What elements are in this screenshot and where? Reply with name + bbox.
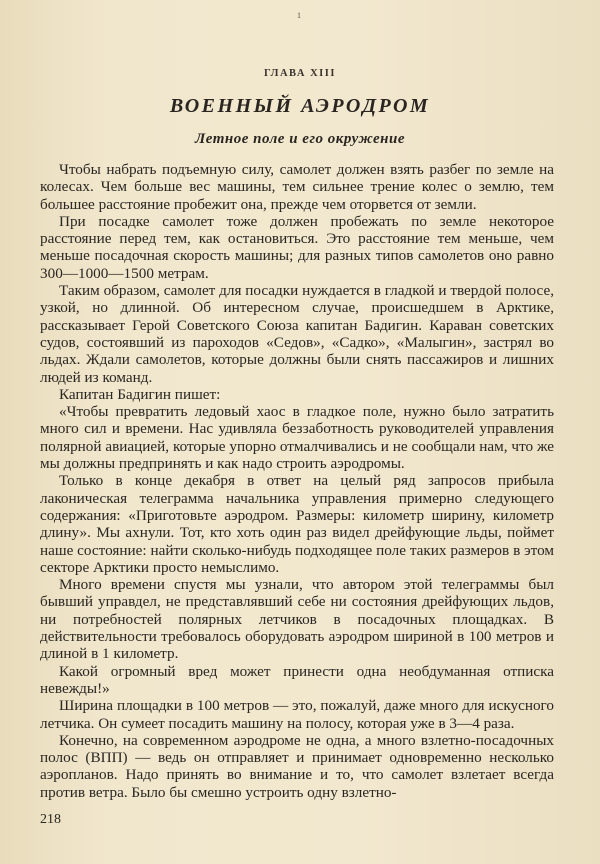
paragraph: При посадке самолет тоже должен пробежать по земле некоторое расстояние перед тем, как остановиться. Это расстояние тем меньше, чем меньше посадочная скорость машины; для разных типов самолетов оно равно 300—1000—1500 метрам. — [40, 212, 554, 282]
paragraph: Капитан Бадигин пишет: — [59, 385, 221, 403]
paragraph-quote: Только в конце декабря в ответ на целый ряд запросов прибыла лаконическая телеграмма начальника управления примерно следующего содержания: «Приготовьте аэродром. Размеры: километр ширину, километр длину». Мы ахнули. Тот, кто хоть один раз видел дрейфующие льды, поймет наше состояние: найти сколько-нибудь подходящее поле таких размеров в этом секторе Арктики просто немыслимо. — [40, 472, 554, 576]
paragraph-quote: Какой огромный вред может принести одна необдуманная отписка невежды!» — [40, 662, 554, 697]
section-subtitle: Летное поле и его окружение — [194, 131, 406, 147]
paragraph: Конечно, на современном аэродроме не одна, а много взлетно-посадочных полос (ВПП) — ведь он отправляет и принимает одновременно несколько аэропланов. Надо принять во внимание и то, что самолет взлетает всегда против ветра. Было бы смешно устроить одну взлетно- — [40, 731, 554, 801]
body-text — [40, 161, 554, 801]
top-mark: 1 — [297, 11, 301, 20]
paragraph: Ширина площадки в 100 метров — это, пожалуй, даже много для искусного летчика. Он сумеет посадить машину на полосу, которая уже в 3—4 раза. — [40, 697, 554, 732]
paragraph-quote: Много времени спустя мы узнали, что автором этой телеграммы был бывший управдел, не представлявший себе ни состояния дрейфующих льдов, ни потребностей полярных летчиков в посадочных площадках. В действительности требовалось оборудовать аэродром шириной в 100 метров и длиной в 1 километр. — [40, 576, 554, 663]
paragraph: Таким образом, самолет для посадки нуждается в гладкой и твердой полосе, узкой, но длинной. Об интересном случае, происшедшем в Арктике, рассказывает Герой Советского Союза капитан Бадигин. Караван советских судов, состоявший из пароходов «Седов», «Садко», «Малыгин», застрял во льдах. Ждали самолетов, которые должны были снять пассажиров и лишних людей из команд. — [40, 282, 554, 386]
page-number: 218 — [40, 812, 61, 827]
paragraph: Чтобы набрать подъемную силу, самолет должен взять разбег по земле на колесах. Чем больше вес машины, тем сильнее трение колес о землю, тем большее расстояние пробежит она, прежде чем оторвется от земли. — [40, 161, 554, 213]
chapter-heading: ГЛАВА XIII — [264, 68, 336, 79]
paragraph-quote: «Чтобы превратить ледовый хаос в гладкое поле, нужно было затратить много сил и времени. Нас удивляла беззаботность руководителей управления полярной авиацией, которые упорно отмалчивались и не сообщали нам, что же мы должны предпринять и как надо строить аэродромы. — [40, 403, 554, 473]
chapter-title: ВОЕННЫЙ АЭРОДРОМ — [169, 95, 431, 117]
